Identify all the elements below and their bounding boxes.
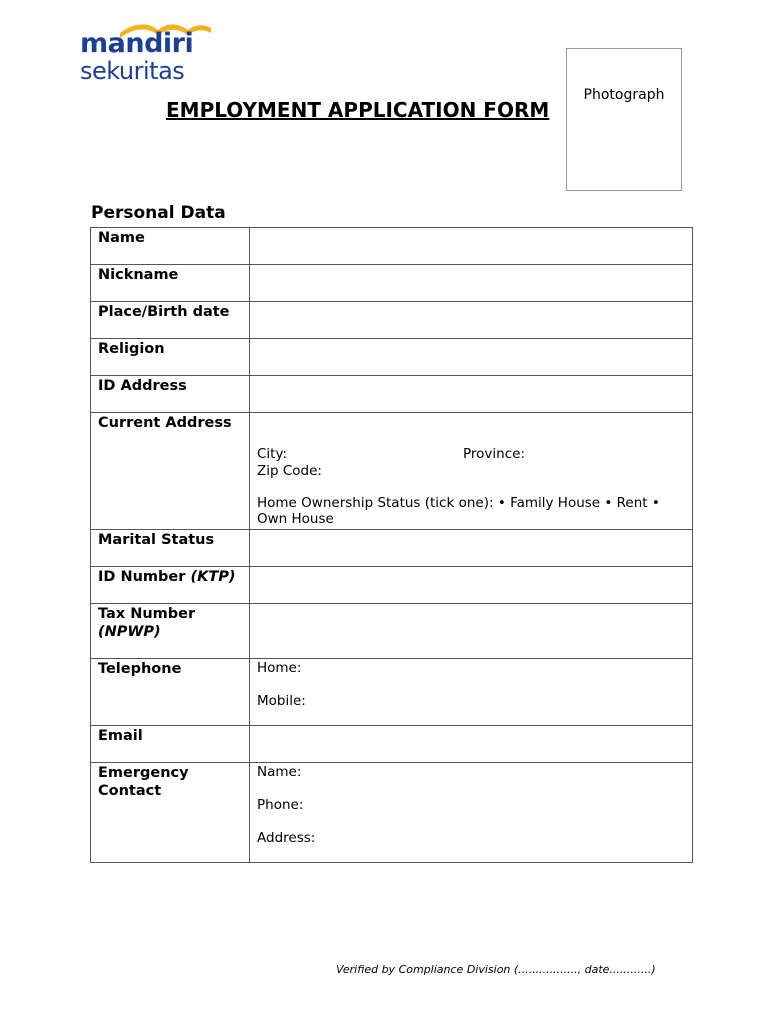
emergency-contact-field[interactable] bbox=[250, 763, 693, 863]
current-address-field[interactable] bbox=[250, 413, 693, 530]
photograph-box bbox=[566, 48, 682, 191]
email-field[interactable] bbox=[250, 726, 693, 763]
verification-footer: Verified by Compliance Division (................., date............) bbox=[336, 963, 656, 976]
nickname-field[interactable] bbox=[250, 265, 693, 302]
marital-status-label: Marital Status bbox=[91, 530, 250, 567]
table-row bbox=[91, 604, 693, 659]
mobile-phone-label: Mobile: bbox=[257, 693, 306, 709]
name-label: Name bbox=[91, 228, 250, 265]
emergency-address-label: Address: bbox=[257, 830, 316, 846]
table-row bbox=[91, 659, 693, 726]
table-row bbox=[91, 567, 693, 604]
logo-word-mandiri: mandiri bbox=[80, 28, 194, 59]
table-row bbox=[91, 413, 693, 530]
name-field[interactable] bbox=[250, 228, 693, 265]
table-row bbox=[91, 228, 693, 265]
id-number-text: ID Number bbox=[98, 569, 186, 585]
personal-data-table bbox=[90, 227, 693, 863]
current-address-label: Current Address bbox=[91, 413, 250, 530]
company-logo bbox=[80, 20, 215, 90]
logo-word-sekuritas: sekuritas bbox=[80, 57, 185, 85]
province-label: Province: bbox=[463, 446, 525, 462]
home-ownership-status[interactable]: Home Ownership Status (tick one): • Family House • Rent • Own House bbox=[257, 495, 660, 527]
email-label: Email bbox=[91, 726, 250, 763]
section-title: Personal Data bbox=[91, 203, 226, 223]
tax-number-text: Tax Number bbox=[98, 606, 196, 622]
id-address-field[interactable] bbox=[250, 376, 693, 413]
table-row bbox=[91, 376, 693, 413]
zip-code-label: Zip Code: bbox=[257, 463, 322, 479]
id-address-label: ID Address bbox=[91, 376, 250, 413]
tax-number-field[interactable] bbox=[250, 604, 693, 659]
table-row bbox=[91, 726, 693, 763]
ktp-suffix: (KTP) bbox=[190, 569, 236, 585]
nickname-label: Nickname bbox=[91, 265, 250, 302]
marital-status-field[interactable] bbox=[250, 530, 693, 567]
form-title-wrap bbox=[166, 96, 568, 128]
telephone-field[interactable] bbox=[250, 659, 693, 726]
table-row bbox=[91, 763, 693, 863]
table-row bbox=[91, 339, 693, 376]
religion-field[interactable] bbox=[250, 339, 693, 376]
npwp-suffix: (NPWP) bbox=[98, 624, 161, 640]
emergency-phone-label: Phone: bbox=[257, 797, 304, 813]
tax-number-label bbox=[91, 604, 250, 659]
home-phone-label: Home: bbox=[257, 660, 302, 676]
id-number-field[interactable] bbox=[250, 567, 693, 604]
telephone-label: Telephone bbox=[91, 659, 250, 726]
religion-label: Religion bbox=[91, 339, 250, 376]
photograph-label: Photograph bbox=[583, 87, 665, 103]
place-birth-field[interactable] bbox=[250, 302, 693, 339]
form-title: EMPLOYMENT APPLICATION FORM bbox=[166, 98, 550, 122]
id-number-label bbox=[91, 567, 250, 604]
place-birth-label: Place/Birth date bbox=[91, 302, 250, 339]
table-row bbox=[91, 530, 693, 567]
city-label: City: bbox=[257, 446, 288, 462]
table-row bbox=[91, 265, 693, 302]
emergency-name-label: Name: bbox=[257, 764, 302, 780]
table-row bbox=[91, 302, 693, 339]
emergency-contact-label: Emergency Contact bbox=[91, 763, 250, 863]
